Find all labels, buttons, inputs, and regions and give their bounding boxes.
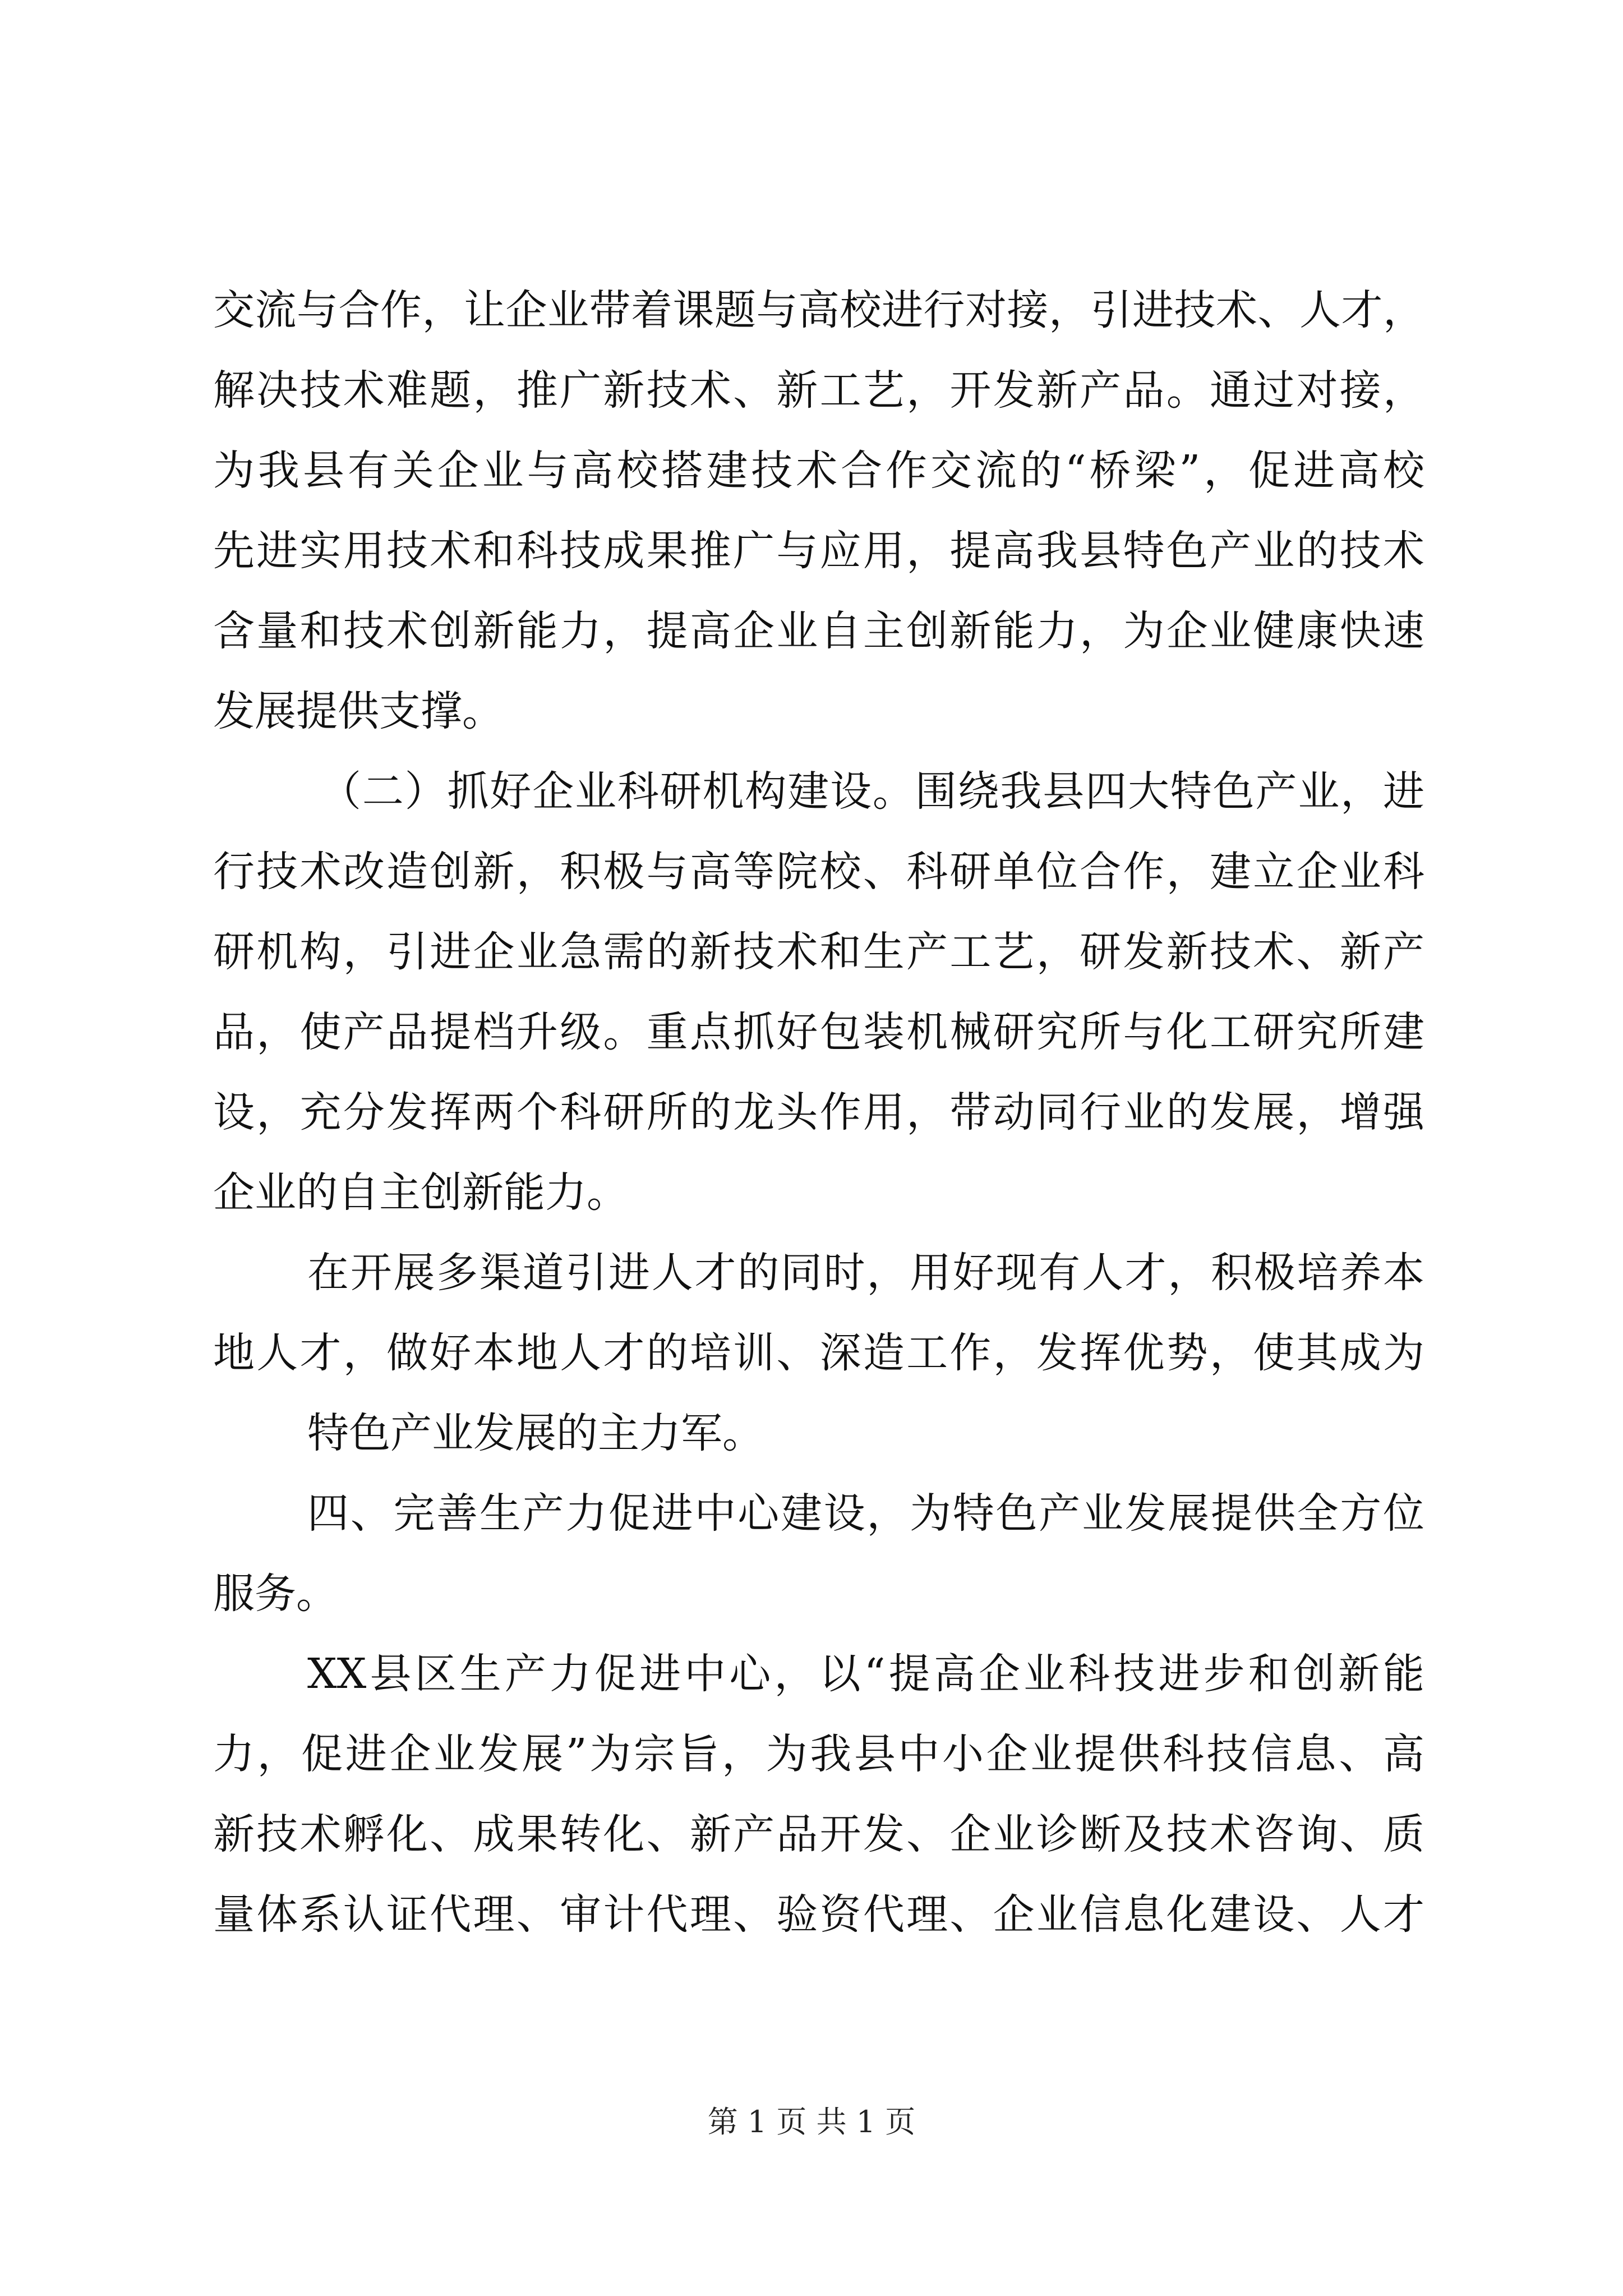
text-line: 力，促进企业发展”为宗旨，为我县中小企业提供科技信息、高: [213, 1730, 1424, 1778]
text-line: 企业的自主创新能力。: [213, 1168, 628, 1217]
text-line: 量体系认证代理、审计代理、验资代理、企业信息化建设、人才: [213, 1890, 1424, 1939]
text-line: 含量和技术创新能力，提高企业自主创新能力，为企业健康快速: [213, 607, 1424, 655]
text-line: 为我县有关企业与高校搭建技术合作交流的“桥梁”，促进高校: [213, 447, 1424, 495]
text-line: 解决技术难题，推广新技术、新工艺，开发新产品。通过对接，: [213, 366, 1424, 415]
text-line: 研机构，引进企业急需的新技术和生产工艺，研发新技术、新产: [213, 928, 1424, 976]
text-line: 在开展多渠道引进人才的同时，用好现有人才，积极培养本: [307, 1249, 1424, 1297]
text-line: 品，使产品提档升级。重点抓好包装机械研究所与化工研究所建: [213, 1008, 1424, 1056]
text-line: 设，充分发挥两个科研所的龙头作用，带动同行业的发展，增强: [213, 1088, 1424, 1137]
text-line: 新技术孵化、成果转化、新产品开发、企业诊断及技术咨询、质: [213, 1810, 1424, 1858]
text-line: 地人才，做好本地人才的培训、深造工作，发挥优势，使其成为: [213, 1329, 1424, 1377]
text-line: （二）抓好企业科研机构建设。围绕我县四大特色产业，进: [320, 767, 1424, 816]
text-line: 服务。: [213, 1570, 338, 1618]
text-line: 发展提供支撑。: [213, 687, 504, 735]
text-line: 四、完善生产力促进中心建设，为特色产业发展提供全方位: [307, 1489, 1424, 1538]
text-line: 交流与合作，让企业带着课题与高校进行对接，引进技术、人才，: [213, 286, 1424, 334]
text-line: XX县区生产力促进中心，以“提高企业科技进步和创新能: [307, 1650, 1424, 1698]
text-line: 先进实用技术和科技成果推广与应用，提高我县特色产业的技术: [213, 527, 1424, 575]
document-body: [213, 270, 1424, 1955]
page-number-footer: 第 1 页 共 1 页: [707, 2104, 916, 2139]
text-line: 特色产业发展的主力军。: [307, 1409, 764, 1457]
text-line: 行技术改造创新，积极与高等院校、科研单位合作，建立企业科: [213, 848, 1424, 896]
